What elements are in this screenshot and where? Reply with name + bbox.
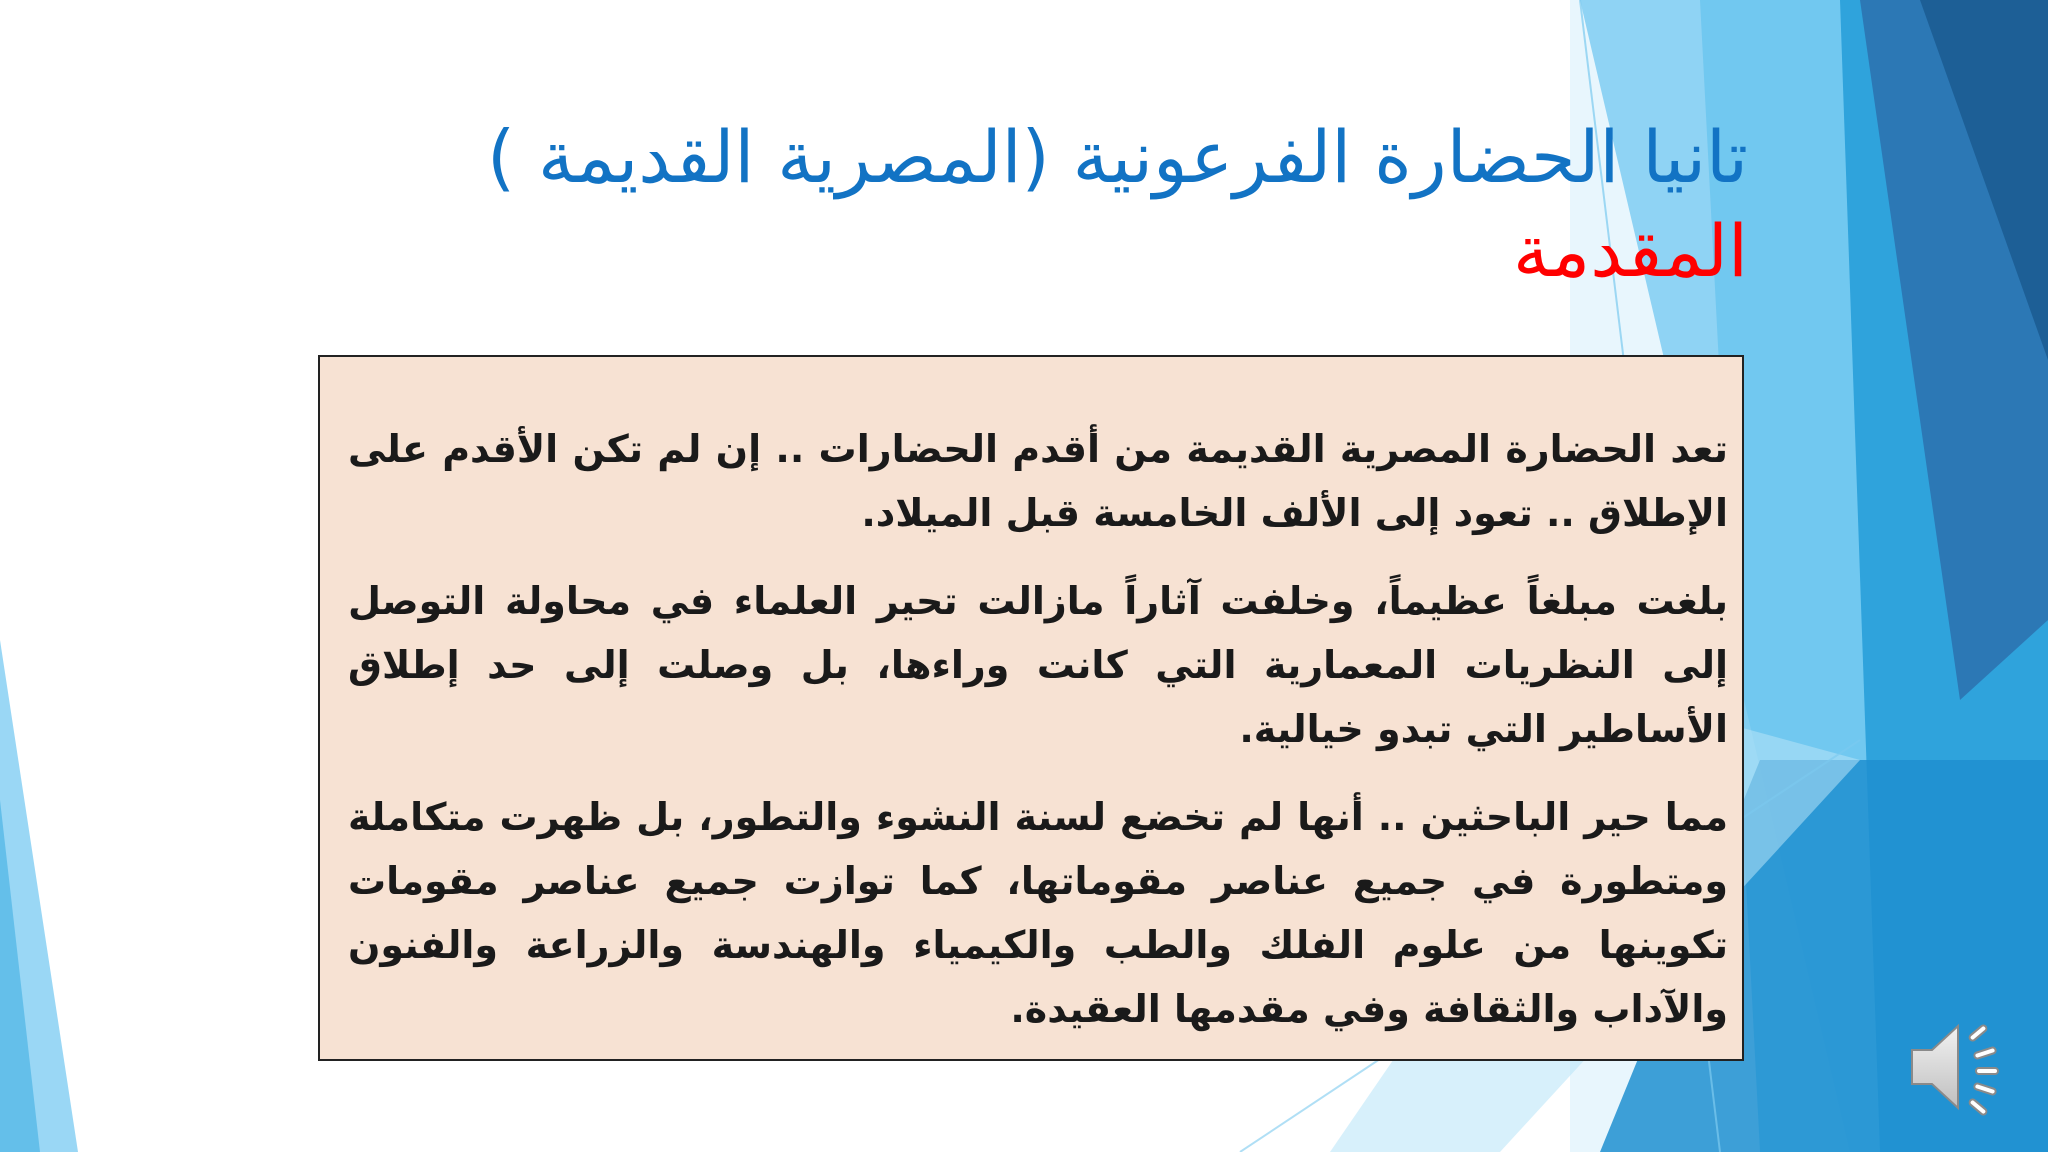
- audio-button[interactable]: [1906, 1012, 2016, 1122]
- speaker-icon: [1906, 1012, 2016, 1122]
- paragraph-2: بلغت مبلغاً عظيماً، وخلفت آثاراً مازالت تحير العلماء في محاولة التوصل إلى النظريات المعمارية التي كانت وراءها، بل وصلت إلى حد إطلاق الأساطير التي تبدو خيالية.: [348, 579, 1728, 751]
- paragraph-1: تعد الحضارة المصرية القديمة من أقدم الحضارات .. إن لم تكن الأقدم على الإطلاق .. تعود إلى الألف الخامسة قبل الميلاد.: [348, 427, 1728, 535]
- title-block: [448, 110, 1748, 298]
- content-box: [318, 355, 1744, 1061]
- paragraph-3: مما حير الباحثين .. أنها لم تخضع لسنة النشوء والتطور، بل ظهرت متكاملة ومتطورة في جميع عناصر مقوماتها، كما توازت جميع عناصر مقومات تكوينها من علوم الفلك والطب والكيمياء والهندسة والزراعة والفنون والآداب والثقافة وفي مقدمها العقيدة.: [348, 795, 1728, 1031]
- slide-title: تانيا الحضارة الفرعونية (المصرية القديمة ): [487, 115, 1748, 199]
- slide-subtitle: المقدمة: [1513, 209, 1748, 293]
